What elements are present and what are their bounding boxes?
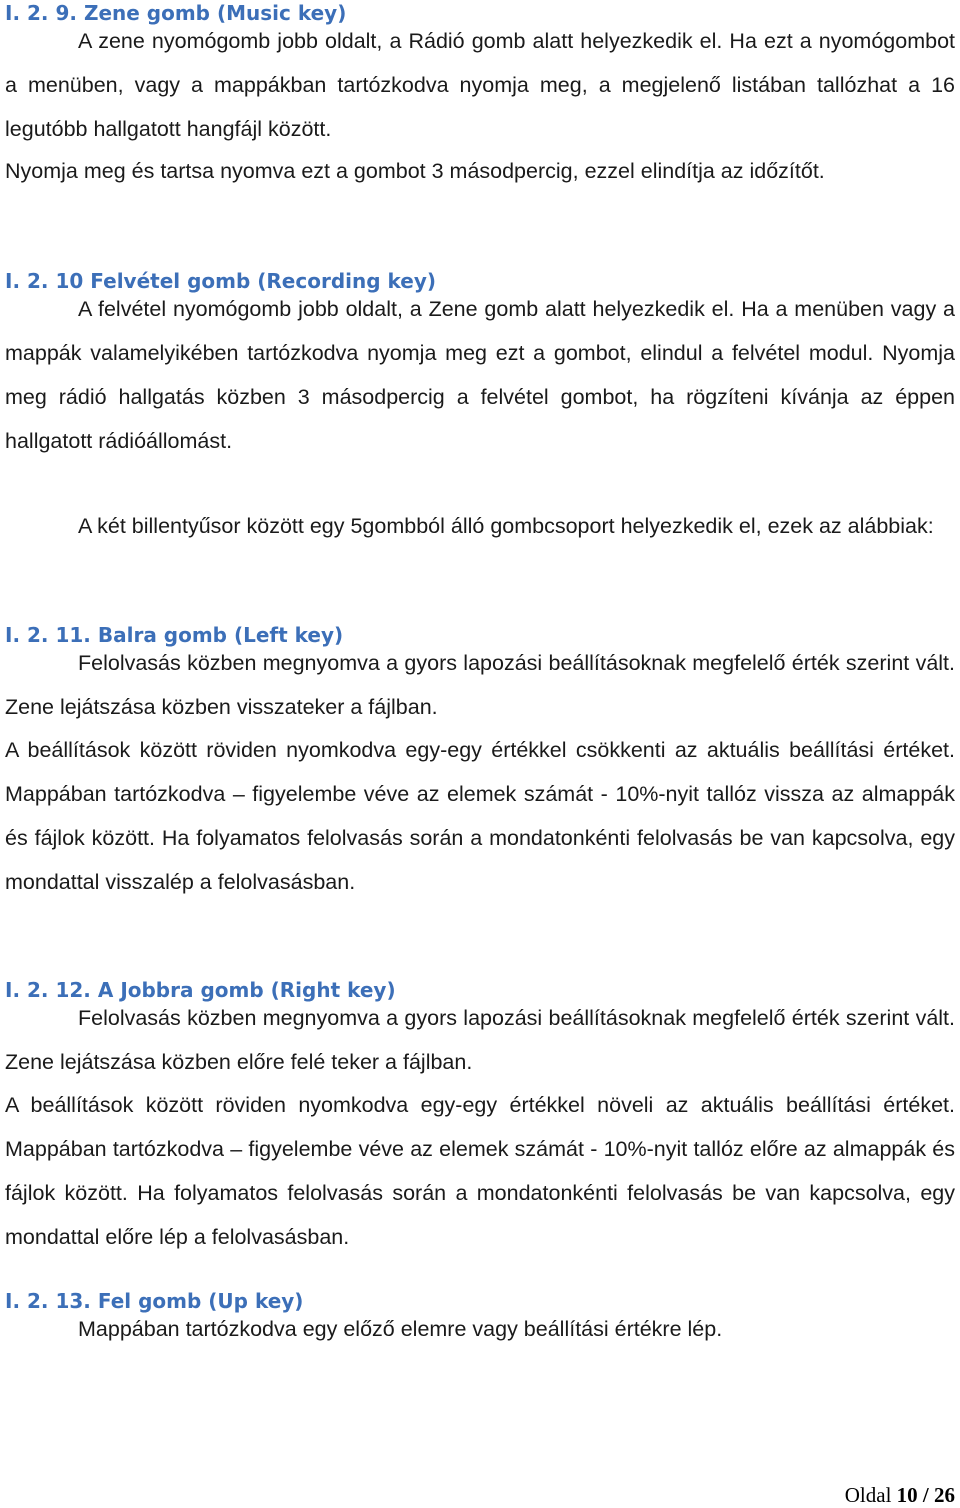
paragraph-up-key-description: Mappában tartózkodva egy előző elemre vagy beállítási értékre lép. bbox=[78, 1317, 723, 1341]
page-label: Oldal bbox=[844, 1483, 892, 1507]
paragraph-left-key-reading: Felolvasás közben megnyomva a gyors lapozási beállításoknak megfelelő érték szerint vált. Zene lejátszása közben visszateker a fájlban. bbox=[5, 651, 955, 719]
section-heading-music-key: I. 2. 9. Zene gomb (Music key) bbox=[5, 1, 347, 25]
paragraph-right-key-reading: Felolvasás közben megnyomva a gyors lapozási beállításoknak megfelelő érték szerint vált. Zene lejátszása közben előre felé teker a fájlban. bbox=[5, 1006, 955, 1074]
page-separator: / bbox=[922, 1483, 929, 1507]
section-heading-right-key: I. 2. 12. A Jobbra gomb (Right key) bbox=[5, 978, 396, 1002]
paragraph-music-key-description: A zene nyomógomb jobb oldalt, a Rádió gomb alatt helyezkedik el. Ha ezt a nyomógombot a menüben, vagy a mappákban tartózkodva nyomja meg, a megjelenő listában tallózhat a 16 legutóbb hallgatott hangfájl között. bbox=[5, 29, 955, 141]
paragraph-button-group-intro: A két billentyűsor között egy 5gombból álló gombcsoport helyezkedik el, ezek az alábbiak: bbox=[78, 514, 934, 538]
page-number bbox=[845, 1482, 955, 1508]
section-heading-recording-key: I. 2. 10 Felvétel gomb (Recording key) bbox=[5, 269, 437, 293]
page-total: 26 bbox=[934, 1483, 955, 1507]
paragraph-right-key-settings: A beállítások között röviden nyomkodva egy-egy értékkel növeli az aktuális beállítási értéket. Mappában tartózkodva – figyelembe véve az elemek számát - 10%-nyit tallóz előre az almappák és fájlok között. Ha folyamatos felolvasás során a mondatonkénti felolvasás be van kapcsolva, egy mondattal előre lép a felolvasásban. bbox=[5, 1093, 955, 1249]
section-heading-left-key: I. 2. 11. Balra gomb (Left key) bbox=[5, 623, 344, 647]
paragraph-left-key-settings: A beállítások között röviden nyomkodva egy-egy értékkel csökkenti az aktuális beállítási értéket. Mappában tartózkodva – figyelembe véve az elemek számát - 10%-nyit tallóz vissza az almappák és fájlok között. Ha folyamatos felolvasás során a mondatonkénti felolvasás be van kapcsolva, egy mondattal visszalép a felolvasásban. bbox=[5, 738, 955, 894]
section-heading-up-key: I. 2. 13. Fel gomb (Up key) bbox=[5, 1289, 304, 1313]
paragraph-recording-key-description: A felvétel nyomógomb jobb oldalt, a Zene gomb alatt helyezkedik el. Ha a menüben vagy a mappák valamelyikében tartózkodva nyomja meg ezt a gombot, elindul a felvétel modul. Nyomja meg rádió hallgatás közben 3 másodpercig a felvétel gombot, ha rögzíteni kívánja az éppen hallgatott rádióállomást. bbox=[5, 297, 955, 453]
paragraph-music-key-timer: Nyomja meg és tartsa nyomva ezt a gombot 3 másodpercig, ezzel elindítja az időzítőt. bbox=[5, 159, 825, 183]
page-current: 10 bbox=[896, 1483, 918, 1507]
